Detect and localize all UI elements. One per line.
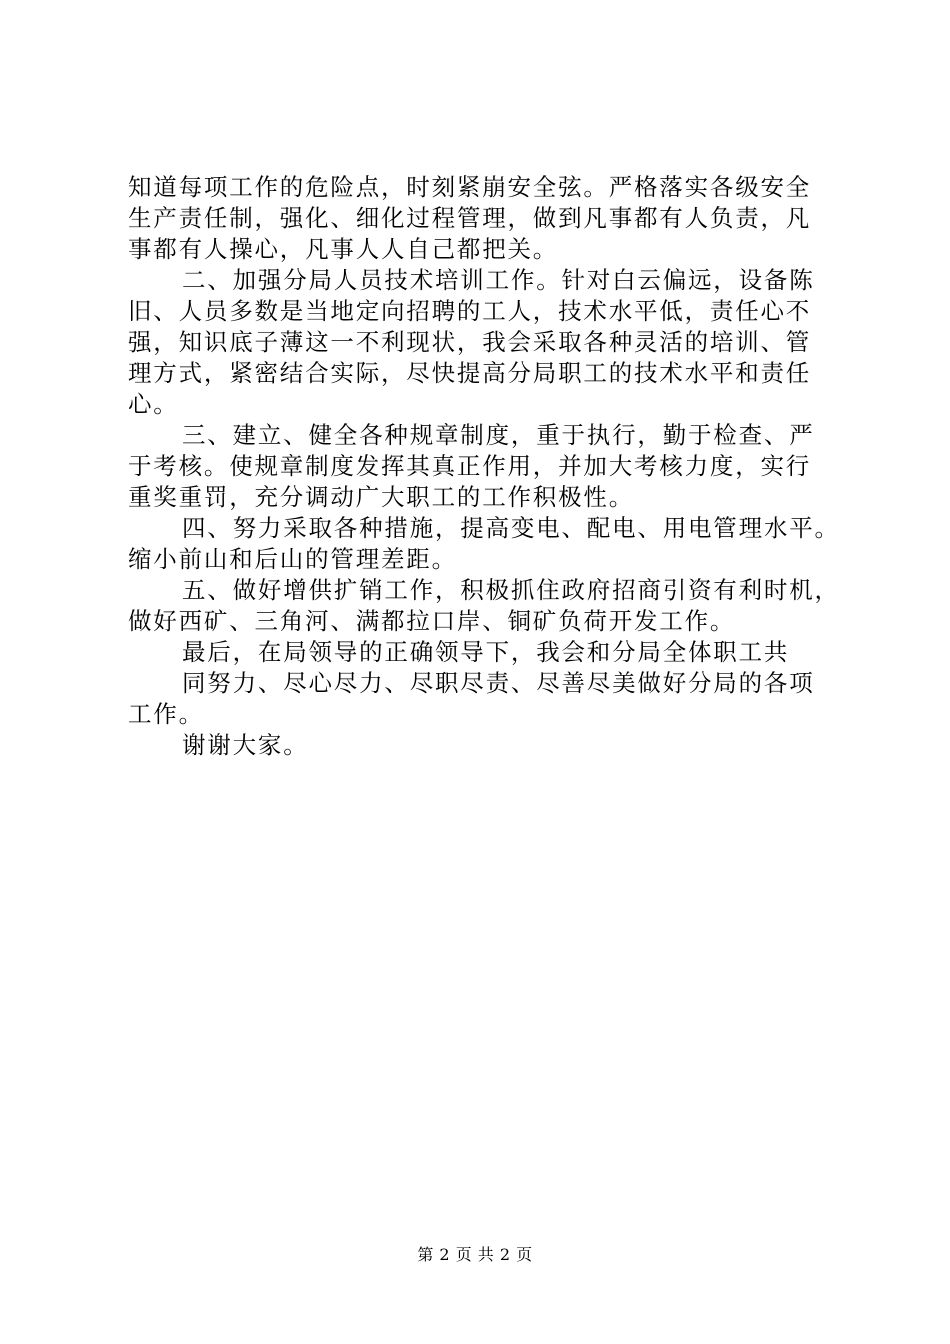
text-line: 重奖重罚，充分调动广大职工的工作积极性。 xyxy=(128,483,634,511)
page-number: 第 2 页 共 2 页 xyxy=(417,1245,533,1264)
page-footer xyxy=(0,1245,950,1265)
document-body xyxy=(128,172,843,761)
paragraph-start-line: 三、建立、健全各种规章制度，重于执行，勤于检查、严 xyxy=(182,421,815,449)
text-line: 强，知识底子薄这一不利现状，我会采取各种灵活的培训、管 xyxy=(128,328,812,356)
text-line: 于考核。使规章制度发挥其真正作用，并加大考核力度，实行 xyxy=(128,452,812,480)
text-line: 理方式，紧密结合实际，尽快提高分局职工的技术水平和责任 xyxy=(128,359,812,387)
paragraph-start-line: 最后，在局领导的正确领导下，我会和分局全体职工共 xyxy=(182,638,790,666)
text-line: 工作。 xyxy=(128,700,204,728)
closing-line: 谢谢大家。 xyxy=(182,731,309,759)
paragraph-start-line: 五、做好增供扩销工作，积极抓住政府招商引资有利时机， xyxy=(182,576,840,604)
text-line: 做好西矿、三角河、满都拉口岸、铜矿负荷开发工作。 xyxy=(128,607,736,635)
text-line: 同努力、尽心尽力、尽职尽责、尽善尽美做好分局的各项 xyxy=(182,669,815,697)
text-line: 事都有人操心，凡事人人自己都把关。 xyxy=(128,235,559,263)
text-line: 旧、人员多数是当地定向招聘的工人，技术水平低，责任心不 xyxy=(128,297,812,325)
text-line: 缩小前山和后山的管理差距。 xyxy=(128,545,457,573)
paragraph-start-line: 二、加强分局人员技术培训工作。针对白云偏远，设备陈 xyxy=(182,266,815,294)
text-line: 心。 xyxy=(128,390,179,418)
paragraph-start-line: 四、努力采取各种措施，提高变电、配电、用电管理水平。 xyxy=(182,514,840,542)
text-line: 生产责任制，强化、细化过程管理，做到凡事都有人负责，凡 xyxy=(128,204,812,232)
text-line: 知道每项工作的危险点，时刻紧崩安全弦。严格落实各级安全 xyxy=(128,173,812,201)
